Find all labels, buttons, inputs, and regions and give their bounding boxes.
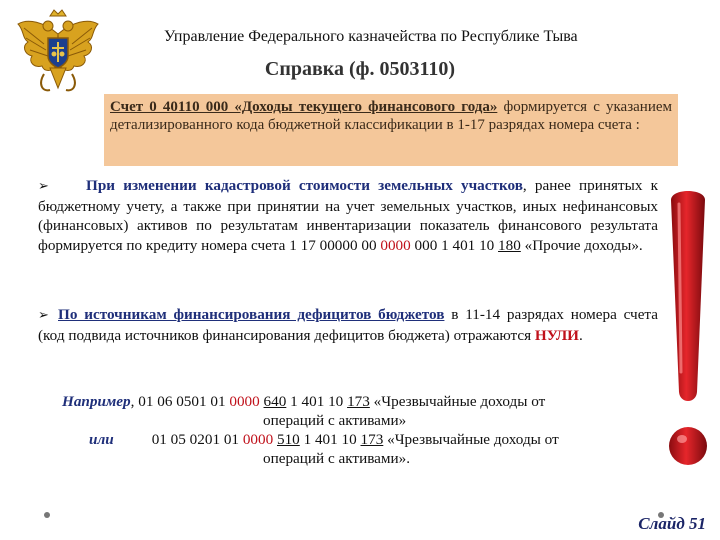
example-description: «Чрезвычайные доходы от (383, 431, 559, 448)
example-code: , 01 06 0501 01 (130, 393, 230, 410)
account-name: Счет 0 40110 000 «Доходы текущего финансового года» (110, 99, 498, 115)
examples-block (40, 392, 680, 468)
paragraph-sources-lead: По источникам финансирования дефицитов бюджетов (58, 306, 445, 323)
zeros-highlight: НУЛИ (534, 326, 579, 344)
example-code: 01 05 0201 01 (151, 431, 243, 448)
example-code-underlined: 640 (263, 393, 287, 410)
paragraph-cadastral (38, 176, 658, 255)
example-row (40, 430, 680, 449)
example-code: 1 401 10 (299, 431, 361, 448)
paragraph-end: . (578, 326, 583, 344)
treasury-emblem-icon (14, 4, 102, 100)
example-code-underlined: 173 (347, 393, 370, 410)
example-continuation: операций с активами» (263, 412, 407, 429)
account-description: формируется с указанием детализированного кода бюджетной классификации в 1-17 разрядах номера счета : (110, 99, 672, 133)
page-title: Справка (ф. 0503110) (264, 58, 456, 80)
arrow-bullet-icon: ➢ (38, 179, 49, 194)
code-part: 1 17 00000 00 (289, 236, 381, 254)
example-code-highlight: 0000 (229, 393, 260, 410)
exclamation-mark-icon (663, 182, 713, 477)
decorative-dot (44, 512, 50, 518)
code-part: «Прочие доходы». (520, 236, 643, 254)
code-part-underlined: 180 (498, 236, 521, 254)
example-continuation: операций с активами». (263, 450, 411, 467)
slide-number: Слайд 51 (638, 514, 706, 533)
account-info-box (104, 94, 678, 166)
paragraph-cadastral-lead: При изменении кадастровой стоимости земельных участков (86, 177, 523, 194)
code-part-highlight: 0000 (380, 236, 411, 254)
example-code-highlight: 0000 (242, 431, 274, 448)
example-code-underlined: 510 (276, 431, 300, 448)
example-code: 1 401 10 (286, 393, 348, 410)
arrow-bullet-icon: ➢ (38, 308, 49, 323)
example-code-underlined: 173 (360, 431, 384, 448)
paragraph-cadastral-text: , ранее принятых к бюджетному учету, а также при принятии на учет земельных участков, иных нефинансовых (финансовых) активов по результатам инвентаризации показатель финансового результата формируется по кредиту номера счета (38, 177, 658, 254)
paragraph-sources (38, 305, 658, 345)
example-description: «Чрезвычайные доходы от (369, 393, 546, 410)
paragraph-sources-text: в 11-14 разрядах номера счета (код подвида источников финансирования дефицитов бюджета) отражаются (38, 306, 658, 344)
code-part: 000 1 401 10 (410, 236, 499, 254)
organization-name: Управление Федерального казначейства по Республике Тыва (164, 28, 578, 45)
example-label: Например (62, 393, 131, 410)
example-label: или (89, 431, 114, 448)
example-row (40, 392, 680, 411)
